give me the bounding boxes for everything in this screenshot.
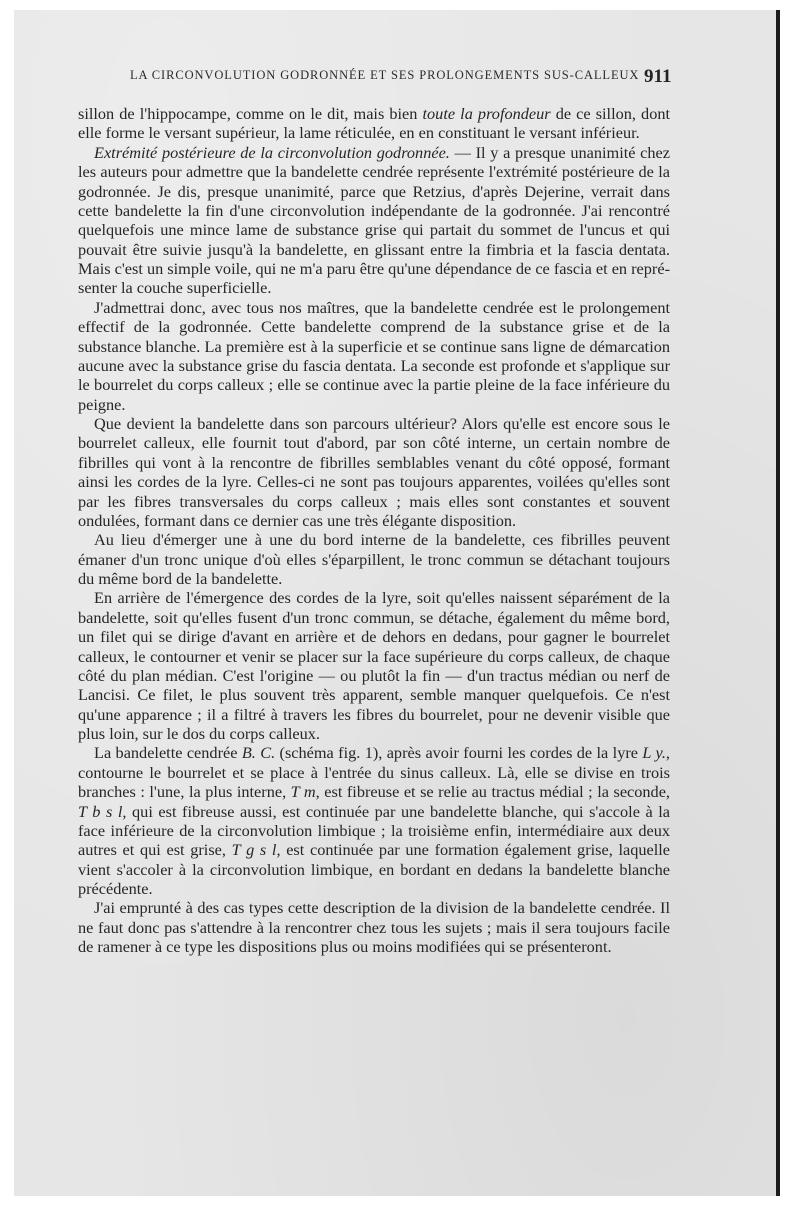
running-title: LA CIRCONVOLUTION GODRONNÉE ET SES PROLONGEMENTS SUS-CALLEUX xyxy=(130,68,640,82)
section-heading: Extrémité postérieure de la circonvolution godronnée. xyxy=(94,142,450,162)
scan-edge-shadow xyxy=(776,10,780,1196)
paragraph: Au lieu d'émerger une à une du bord interne de la bandelette, ces fibrilles peuvent émaner d'un tronc unique d'où elles s'éparpillent, le tronc commun se détachant toujours du même bord de la bandelette. xyxy=(78,530,670,588)
text-run: qui est fibreuse aussi, est continuée par une bandelette blanche, qui s'accole à la face inférieure de la circonvolution limbique ; la troisième enfin, intermédiaire aux deux autres et qui est grise, xyxy=(78,801,670,860)
text-run: La bandelette cendrée xyxy=(94,743,242,763)
text-run: est fibreuse et se relie au tractus médial ; la seconde, xyxy=(319,782,670,802)
text-run: (schéma fig. 1), après avoir fourni les cordes de la lyre xyxy=(275,743,643,763)
italic-run: T b s l, xyxy=(78,801,127,821)
body-text xyxy=(78,104,670,957)
italic-run: T g s l, xyxy=(231,840,281,860)
text-run: est continuée par une formation également grise, laquelle vient s'accoler à la circonvolution limbique, en bordant en dedans la bandelette blanche précédente. xyxy=(78,840,670,898)
text-run: sillon de l'hippocampe, comme on le dit, mais bien xyxy=(78,104,423,123)
italic-run: toute la profondeur xyxy=(422,104,551,123)
text-run: — Il y a presque unanimité chez les auteurs pour admettre que la bandelette cendrée représente l'extrémité postérieure de la godronnée. Je dis, presque unanimité, parce que Retzius, d'après Dejerine, verrait dans cette bandelette la fin d'une circonvolution indépendante de la godronnée. J'ai rencontré quelquefois une mince lame de substance grise qui partait du sommet de l'uncus et qui pouvait être suivie jusqu'à la bandelette, en glissant entre la fimbria et la fascia dentata. Mais c'est un simple voile, qui ne m'a paru être qu'une dépendance de ce fascia et en représenter la couche superficielle. xyxy=(78,142,670,298)
paragraph: Que devient la bandelette dans son parcours ultérieur? Alors qu'elle est encore sous le bourrelet calleux, elle fournit tout d'abord, par son côté interne, un certain nombre de fibrilles qui vont à la rencontre de fibrilles semblables venant du côté opposé, formant ainsi les cordes de la lyre. Celles-ci ne sont pas toujours apparentes, voilées qu'elles sont par les fibres transversales du corps calleux ; mais elles sont constantes et souvent ondulées, formant dans ce dernier cas une très élégante disposition. xyxy=(78,414,670,530)
paragraph xyxy=(78,743,670,898)
page-number: 911 xyxy=(644,66,672,87)
text-run: de ce sillon, dont elle forme le versant supérieur, la lame réticulée, en en constituant le versant inférieur. xyxy=(78,104,670,143)
paragraph: En arrière de l'émergence des cordes de la lyre, soit qu'elles naissent séparément de la bandelette, soit qu'elles fusent d'un tronc commun, se détache, également du même bord, un filet qui se dirige d'avant en arrière et de dehors en dedans, pour gagner le bourrelet calleux, le contourner et venir se placer sur la face supérieure du corps calleux, de chaque côté du plan médian. C'est l'origine — ou plutôt la fin — d'un tractus médian ou nerf de Lancisi. Ce filet, le plus souvent très apparent, semble manquer quelquefois. Ce n'est qu'une apparence ; il a filtré à travers les fibres du bourrelet, pour ne devenir visible que plus loin, sur le dos du corps calleux. xyxy=(78,588,670,743)
paragraph xyxy=(78,104,670,143)
paragraph xyxy=(78,143,670,298)
italic-run: T m, xyxy=(290,782,320,802)
paragraph: J'admettrai donc, avec tous nos maîtres, que la bandelette cendrée est le prolongement effectif de la godronnée. Cette bandelette comprend de la substance grise et de la substance blanche. La première est à la superficie et se continue sans ligne de démarcation aucune avec la substance grise du fascia dentata. La seconde est profonde et s'applique sur le bourrelet du corps calleux ; elle se continue avec la partie pleine de la face inférieure du peigne. xyxy=(78,297,670,414)
paragraph: J'ai emprunté à des cas types cette description de la division de la bandelette cendrée. Il ne faut donc pas s'attendre à la rencontrer chez tous les sujets ; mais il sera toujours facile de ramener à ce type les dispositions plus ou moins modifiées qui se présenteront. xyxy=(78,898,670,957)
italic-run: L y. xyxy=(642,743,666,763)
italic-run: B. C. xyxy=(241,743,276,763)
text-run: , contourne le bourrelet et se place à l'entrée du sinus calleux. Là, elle se divise en trois branches : l'une, la plus interne, xyxy=(78,743,670,802)
